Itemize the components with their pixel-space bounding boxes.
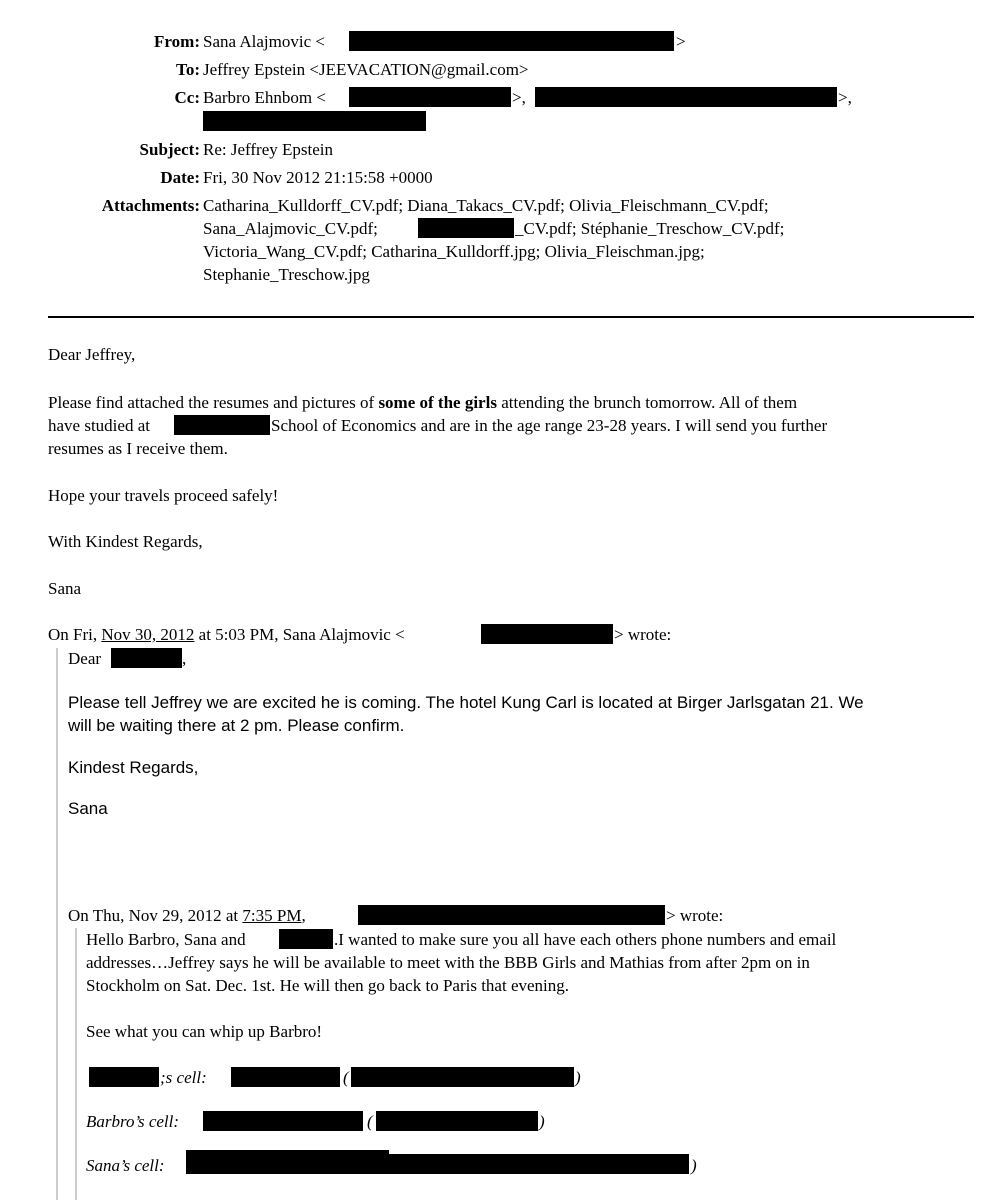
quote-2-paragraph-line-3: Stockholm on Sat. Dec. 1st. He will then go back to Paris that evening. — [86, 976, 570, 995]
cc-separator: >, — [512, 88, 526, 107]
text: , — [301, 906, 306, 925]
to-label: To: — [176, 60, 200, 79]
quote-2-bar — [75, 928, 77, 1200]
redaction — [111, 648, 182, 668]
quote-1-attribution-tail: > wrote: — [614, 625, 672, 644]
quote-1-bar — [56, 648, 58, 1200]
to-value: Jeffrey Epstein <JEEVACATION@gmail.com> — [203, 60, 529, 79]
quote-2-paragraph-line-1-tail: .I wanted to make sure you all have each others phone numbers and email — [334, 930, 837, 949]
close-paren: ) — [575, 1068, 581, 1087]
paragraph-1-line-2: have studied at — [48, 416, 150, 435]
attachments-line-2-tail: _CV.pdf; Stéphanie_Treschow_CV.pdf; — [515, 219, 785, 238]
open-paren: ( — [367, 1112, 373, 1131]
redaction — [535, 87, 837, 107]
text: at 5:03 PM, Sana Alajmovic < — [194, 625, 405, 644]
text: On Fri, — [48, 625, 102, 644]
redaction — [349, 31, 674, 51]
attachments-line-4: Stephanie_Treschow.jpg — [203, 265, 370, 284]
open-paren: ( — [343, 1068, 349, 1087]
paragraph-1-line-2-tail: School of Economics and are in the age range 23-28 years. I will send you further — [271, 416, 828, 435]
date-label: Date: — [160, 168, 200, 187]
closing: With Kindest Regards, — [48, 532, 203, 551]
bold-text: some of the girls — [378, 393, 497, 412]
quote-2-attribution-tail: > wrote: — [666, 906, 724, 925]
attachments-line-2: Sana_Alajmovic_CV.pdf; — [203, 219, 378, 238]
quote-2-paragraph-line-1: Hello Barbro, Sana and — [86, 930, 246, 949]
signature: Sana — [48, 579, 82, 598]
time-link[interactable]: 7:35 PM — [242, 906, 302, 925]
close-paren: ) — [691, 1156, 697, 1175]
quote-1-paragraph-line-1: Please tell Jeffrey we are excited he is coming. The hotel Kung Carl is located at Birger Jarlsgatan 21. We — [68, 693, 864, 712]
attachments-line-1: Catharina_Kulldorff_CV.pdf; Diana_Takacs_CV.pdf; Olivia_Fleischmann_CV.pdf; — [203, 196, 769, 215]
subject-value: Re: Jeffrey Epstein — [203, 140, 333, 159]
close-paren: ) — [539, 1112, 545, 1131]
redaction — [186, 1150, 389, 1174]
attachments-line-3: Victoria_Wang_CV.pdf; Catharina_Kulldorff.jpg; Olivia_Fleischman.jpg; — [203, 242, 705, 261]
paragraph-1-line-1 — [48, 391, 797, 415]
redaction — [481, 624, 613, 644]
redaction — [203, 1111, 363, 1131]
text: attending the brunch tomorrow. All of them — [496, 393, 798, 412]
date-value: Fri, 30 Nov 2012 21:15:58 +0000 — [203, 168, 433, 187]
date-link[interactable]: Nov 30, 2012 — [101, 625, 195, 644]
redaction — [351, 1067, 574, 1087]
redaction — [389, 1154, 689, 1174]
from-label: From: — [154, 32, 200, 51]
redaction — [279, 929, 333, 949]
cell-3-label: Sana’s cell: — [86, 1156, 165, 1175]
quote-1-greeting: Dear — [68, 649, 102, 668]
text: On Thu, Nov 29, 2012 at — [68, 906, 243, 925]
subject-label: Subject: — [139, 140, 200, 159]
redaction — [231, 1067, 340, 1087]
cell-1-label: ;s cell: — [160, 1068, 207, 1087]
quote-1-paragraph-line-2: will be waiting there at 2 pm. Please confirm. — [68, 716, 405, 735]
quote-1-signature: Sana — [68, 799, 108, 818]
from-tail: > — [676, 32, 686, 51]
quote-2-paragraph-line-2: addresses…Jeffrey says he will be available to meet with the BBB Girls and Mathias from after 2pm on in — [86, 953, 810, 972]
paragraph-1-line-3: resumes as I receive them. — [48, 439, 228, 458]
quote-2-attribution — [68, 904, 306, 928]
paragraph-2: Hope your travels proceed safely! — [48, 486, 279, 505]
cc-value: Barbro Ehnbom < — [203, 88, 326, 107]
redaction — [349, 87, 511, 107]
quote-2-paragraph-2: See what you can whip up Barbro! — [86, 1022, 323, 1041]
redaction — [418, 218, 514, 238]
attachments-label: Attachments: — [101, 196, 200, 215]
greeting: Dear Jeffrey, — [48, 345, 136, 364]
cell-2-label: Barbro’s cell: — [86, 1112, 180, 1131]
header-divider — [48, 316, 974, 318]
redaction — [203, 111, 426, 131]
redaction — [89, 1067, 159, 1087]
redaction — [174, 415, 270, 435]
redaction — [358, 905, 665, 925]
quote-1-attribution — [48, 623, 405, 647]
cc-tail: >, — [838, 88, 852, 107]
quote-1-greeting-tail: , — [182, 649, 187, 668]
cc-label: Cc: — [174, 88, 200, 107]
quote-1-closing: Kindest Regards, — [68, 758, 199, 777]
redaction — [376, 1111, 538, 1131]
from-value: Sana Alajmovic < — [203, 32, 325, 51]
text: Please find attached the resumes and pictures of — [48, 393, 379, 412]
